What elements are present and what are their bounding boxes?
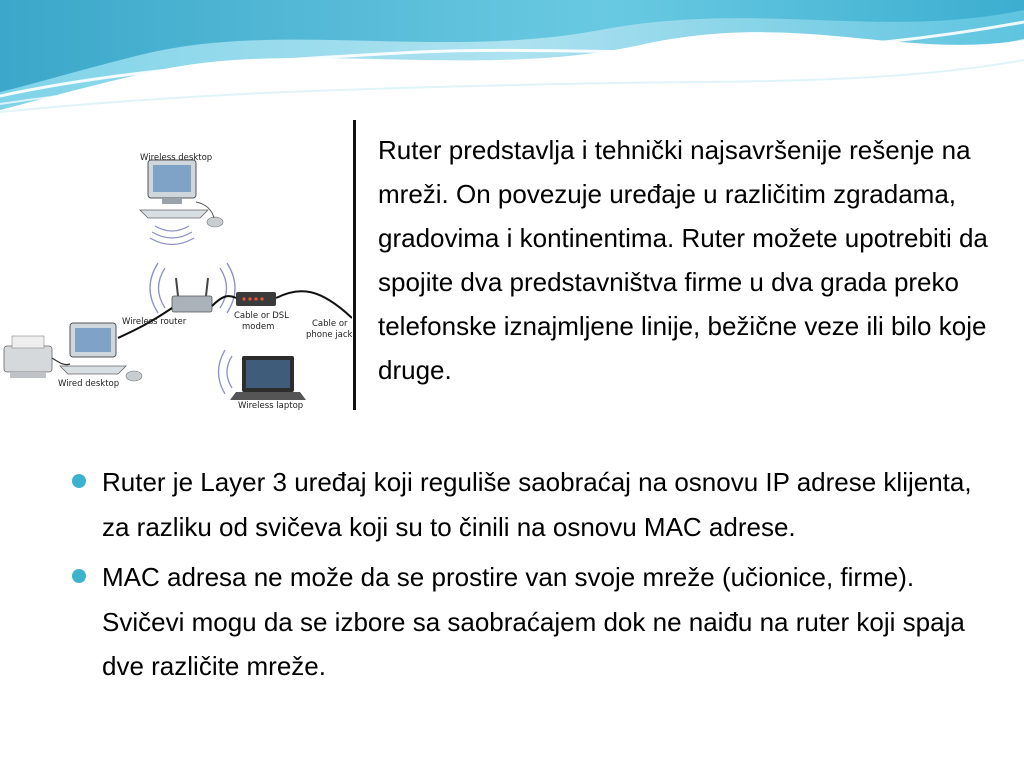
label-jack-line2: phone jack: [306, 330, 352, 340]
header-wave-decoration: [0, 0, 1024, 120]
bullet-dot-icon: [72, 569, 86, 583]
label-modem-line2: modem: [242, 322, 275, 332]
bullet-dot-icon: [72, 474, 86, 488]
bullet-list: [70, 460, 1000, 695]
label-wired-desktop: Wired desktop: [58, 379, 120, 389]
label-wireless-router: Wireless router: [122, 317, 187, 327]
label-wireless-laptop: Wireless laptop: [238, 401, 304, 410]
intro-paragraph: Ruter predstavlja i tehnički najsavršenije rešenje na mreži. On povezuje uređaje u različitim zgradama, gradovima i kontinentima. Ruter možete upotrebiti da spojite dva predstavništva firme u dva grada preko telefonske iznajmljene linije, bežične veze ili bilo koje druge.: [378, 135, 988, 385]
modem-icon: [236, 292, 276, 306]
bullet-item: [70, 460, 1000, 549]
label-wireless-desktop: Wireless desktop: [140, 153, 213, 163]
bullet-item: [70, 555, 1000, 689]
label-modem-line1: Cable or DSL: [234, 311, 289, 321]
vertical-divider: [353, 120, 356, 410]
label-jack-line1: Cable or: [312, 319, 348, 329]
network-diagram: [0, 118, 352, 410]
bullet-text: MAC adresa ne može da se prostire van svoje mreže (učionice, firme). Svičevi mogu da se izbore sa saobraćajem dok ne naiđu na ruter koji spaja dve različite mreže.: [102, 562, 965, 681]
bullet-text: Ruter je Layer 3 uređaj koji reguliše saobraćaj na osnovu IP adrese klijenta, za razliku od svičeva koji su to činili na osnovu MAC adrese.: [102, 467, 972, 542]
